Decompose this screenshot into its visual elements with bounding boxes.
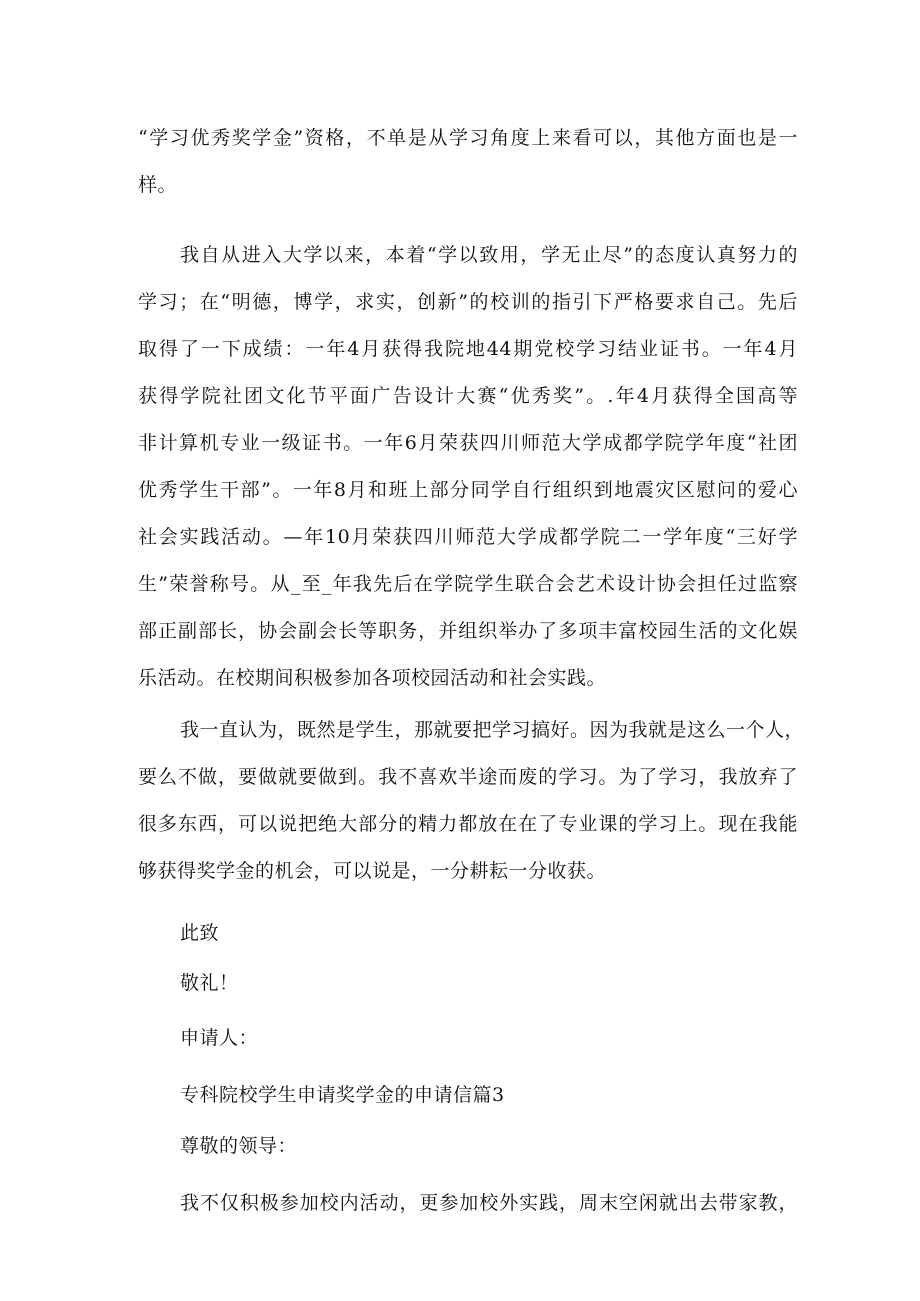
paragraph-line: 优秀学生干部”。一年8月和班上部分同学自行组织到地震灾区慰问的爱心 [138, 479, 798, 501]
paragraph-line: 要么不做，要做就要做到。我不喜欢半途而废的学习。为了学习，我放弃了 [138, 766, 798, 788]
closing-regards: 敬礼！ [180, 972, 239, 994]
closing-salutation: 此致 [180, 922, 220, 944]
paragraph-line: 样。 [138, 174, 178, 196]
paragraph-line: 获得学院社团文化节平面广告设计大赛“优秀奖”。.年4月获得全国高等 [138, 385, 798, 407]
paragraph-line: “学习优秀奖学金”资格，不单是从学习角度上来看可以，其他方面也是一 [138, 127, 798, 149]
paragraph-line: 学习；在“明德，博学，求实，创新”的校训的指引下严格要求自己。先后 [138, 291, 798, 313]
paragraph-line: 我自从进入大学以来，本着“学以致用，学无止尽”的态度认真努力的 [180, 244, 798, 266]
paragraph-line: 生”荣誉称号。从_至_年我先后在学院学生联合会艺术设计协会担任过监察 [138, 573, 798, 595]
paragraph-line: 部正副部长，协会副会长等职务，并组织举办了多项丰富校园生活的文化娱 [138, 620, 798, 642]
applicant-label: 申请人： [180, 1027, 259, 1049]
paragraph-line: 我一直认为，既然是学生，那就要把学习搞好。因为我就是这么一个人， [180, 719, 805, 741]
paragraph-line: 非计算机专业一级证书。一年6月荣获四川师范大学成都学院学年度“社团 [138, 432, 798, 454]
paragraph-line: 乐活动。在校期间积极参加各项校园活动和社会实践。 [138, 667, 607, 689]
paragraph-line: 我不仅积极参加校内活动，更参加校外实践，周末空闲就出去带家教， [180, 1192, 798, 1214]
section-heading: 专科院校学生申请奖学金的申请信篇3 [180, 1084, 505, 1106]
greeting: 尊敬的领导： [180, 1135, 298, 1157]
paragraph-line: 社会实践活动。—年10月荣获四川师范大学成都学院二一学年度“三好学 [138, 526, 798, 548]
paragraph-line: 很多东西，可以说把绝大部分的精力都放在在了专业课的学习上。现在我能 [138, 813, 798, 835]
paragraph-line: 够获得奖学金的机会，可以说是，一分耕耘一分收获。 [138, 860, 607, 882]
paragraph-line: 取得了一下成绩：一年4月获得我院地44期党校学习结业证书。一年4月 [138, 338, 798, 360]
